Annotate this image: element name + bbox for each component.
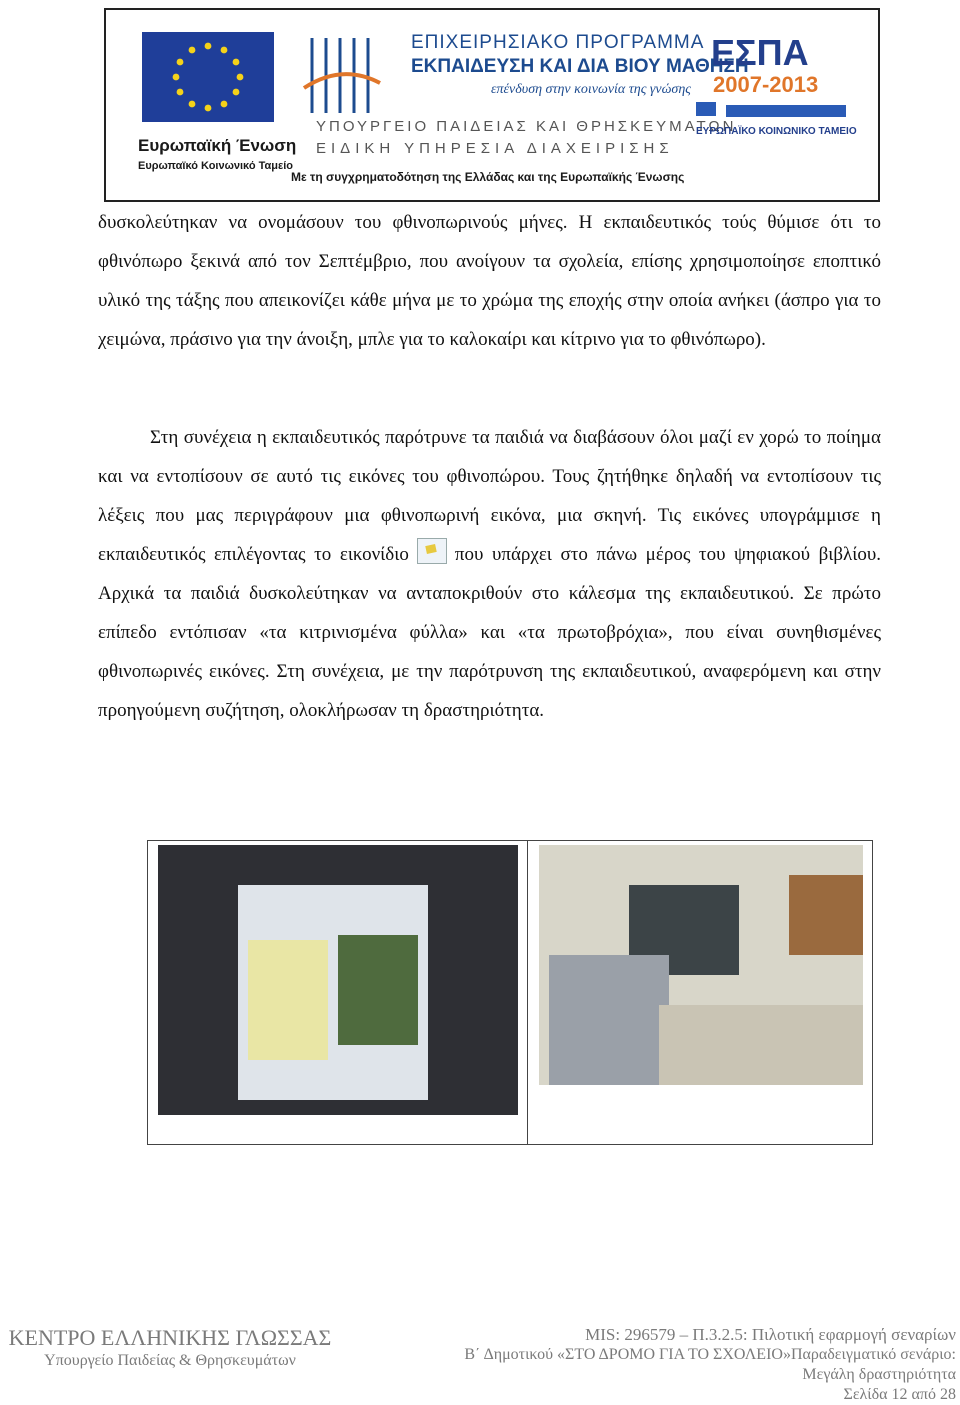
students xyxy=(549,955,669,1085)
cofunding-note: Με τη συγχρηματοδότηση της Ελλάδας και της Ευρωπαϊκής Ένωσης xyxy=(291,170,685,184)
espa-years: 2007-2013 xyxy=(713,72,819,97)
projected-ebook-photo xyxy=(158,845,518,1115)
table-divider xyxy=(527,841,528,1144)
program-subtitle: ΕΚΠΑΙΔΕΥΣΗ ΚΑΙ ΔΙΑ ΒΙΟΥ ΜΑΘΗΣΗ xyxy=(411,56,749,77)
autumn-illustration xyxy=(338,935,418,1045)
eu-flag-logo xyxy=(142,32,274,122)
footer-mis: MIS: 296579 – Π.3.2.5: Πιλοτική εφαρμογή σεναρίων xyxy=(585,1325,956,1344)
management-authority: ΕΙΔΙΚΗ ΥΠΗΡΕΣΙΑ ΔΙΑΧΕΙΡΙΣΗΣ xyxy=(316,140,674,157)
paragraph-text-part1: Στη συνέχεια η εκπαιδευτικός παρότρυνε τα παιδιά να διαβάσουν όλοι μαζί εν χορώ το ποίημα και να εντοπίσουν σε αυτό τις εικόνες του φθινοπώρου. Τους ζητήθηκε δηλαδή να εντοπίσουν τις λέξεις που μας περιγράφουν μια φθινοπωρινή εικόνα, μια σκηνή. Τις εικόνες υπογράμμισε η εκπαιδευτικός επιλέγοντας το εικονίδιο xyxy=(98,427,881,565)
footer-organization: ΚΕΝΤΡΟ ΕΛΛΗΝΙΚΗΣ ΓΛΩΣΣΑΣ xyxy=(8,1325,332,1350)
footer-project-info xyxy=(396,1325,956,1405)
espa-logo-title: ΕΣΠΑ xyxy=(711,32,809,73)
header-banner xyxy=(104,8,880,202)
greek-flag-icon xyxy=(696,102,716,116)
program-slogan: επένδυση στην κοινωνία της γνώσης xyxy=(491,82,691,97)
eu-label: Ευρωπαϊκή Ένωση xyxy=(138,136,297,155)
footer-activity: Μεγάλη δραστηριότητα xyxy=(802,1366,956,1383)
highlight-tool-icon xyxy=(417,538,447,564)
footer-scenario: Β΄ Δημοτικού «ΣΤΟ ΔΡΟΜΟ ΓΙΑ ΤΟ ΣΧΟΛΕΙΟ»Παραδειγματικό σενάριο: xyxy=(464,1346,956,1363)
esf-label: Ευρωπαϊκό Κοινωνικό Ταμείο xyxy=(138,160,293,172)
page-number: Σελίδα 12 από 28 xyxy=(843,1386,956,1403)
paragraph-months: δυσκολεύτηκαν να ονομάσουν του φθινοπωρινούς μήνες. Η εκπαιδευτικός τούς θύμισε ότι το φθινόπωρο ξεκινά από τον Σεπτέμβριο, που ανοίγουν τα σχολεία, επίσης χρησιμοποίησε εποπτικό υλικό της τάξης που απεικονίζει κάθε μήνα με το χρώμα της εποχής στην οποία ανήκει (άσπρο για το χειμώνα, πράσινο για την άνοιξη, μπλε για το καλοκαίρι και κίτρινο για το φθινόπωρο). xyxy=(98,212,881,350)
photo-table xyxy=(147,840,873,1145)
program-emblem-icon xyxy=(302,28,382,118)
ministry-name: ΥΠΟΥΡΓΕΙΟ ΠΑΙΔΕΙΑΣ ΚΑΙ ΘΡΗΣΚΕΥΜΑΤΩΝ xyxy=(316,118,737,135)
paragraph-poem-activity xyxy=(98,418,881,730)
projection-screen xyxy=(238,885,428,1100)
desks xyxy=(659,1005,863,1085)
espa-subtitle: ΕΥΡΩΠΑΪΚΟ ΚΟΙΝΩΝΙΚΟ ΤΑΜΕΙΟ xyxy=(696,126,857,137)
program-title: ΕΠΙΧΕΙΡΗΣΙΑΚΟ ΠΡΟΓΡΑΜΜΑ xyxy=(411,32,705,53)
footer-ministry: Υπουργείο Παιδείας & Θρησκευμάτων xyxy=(44,1352,296,1369)
espa-banner-strip xyxy=(726,105,846,117)
highlighted-poem xyxy=(248,940,328,1060)
cork-board xyxy=(789,875,863,955)
paragraph-text-part2: που υπάρχει στο πάνω μέρος του ψηφιακού βιβλίου. Αρχικά τα παιδιά δυσκολεύτηκαν να ανταποκριθούν στο κάλεσμα της εκπαιδευτικού. Σε πρώτο επίπεδο εντόπισαν «τα κιτρινισμένα φύλλα» και «τα πρωτοβρόχια», που είναι συνηθισμένες φθινοπωρινές εικόνες. Στη συνέχεια, με την παρότρυνση της εκπαιδευτικού, αναφερόμενη και στην προηγούμενη συζήτηση, ολοκλήρωσαν τη δραστηριότητα. xyxy=(98,544,881,721)
classroom-photo xyxy=(539,845,863,1085)
